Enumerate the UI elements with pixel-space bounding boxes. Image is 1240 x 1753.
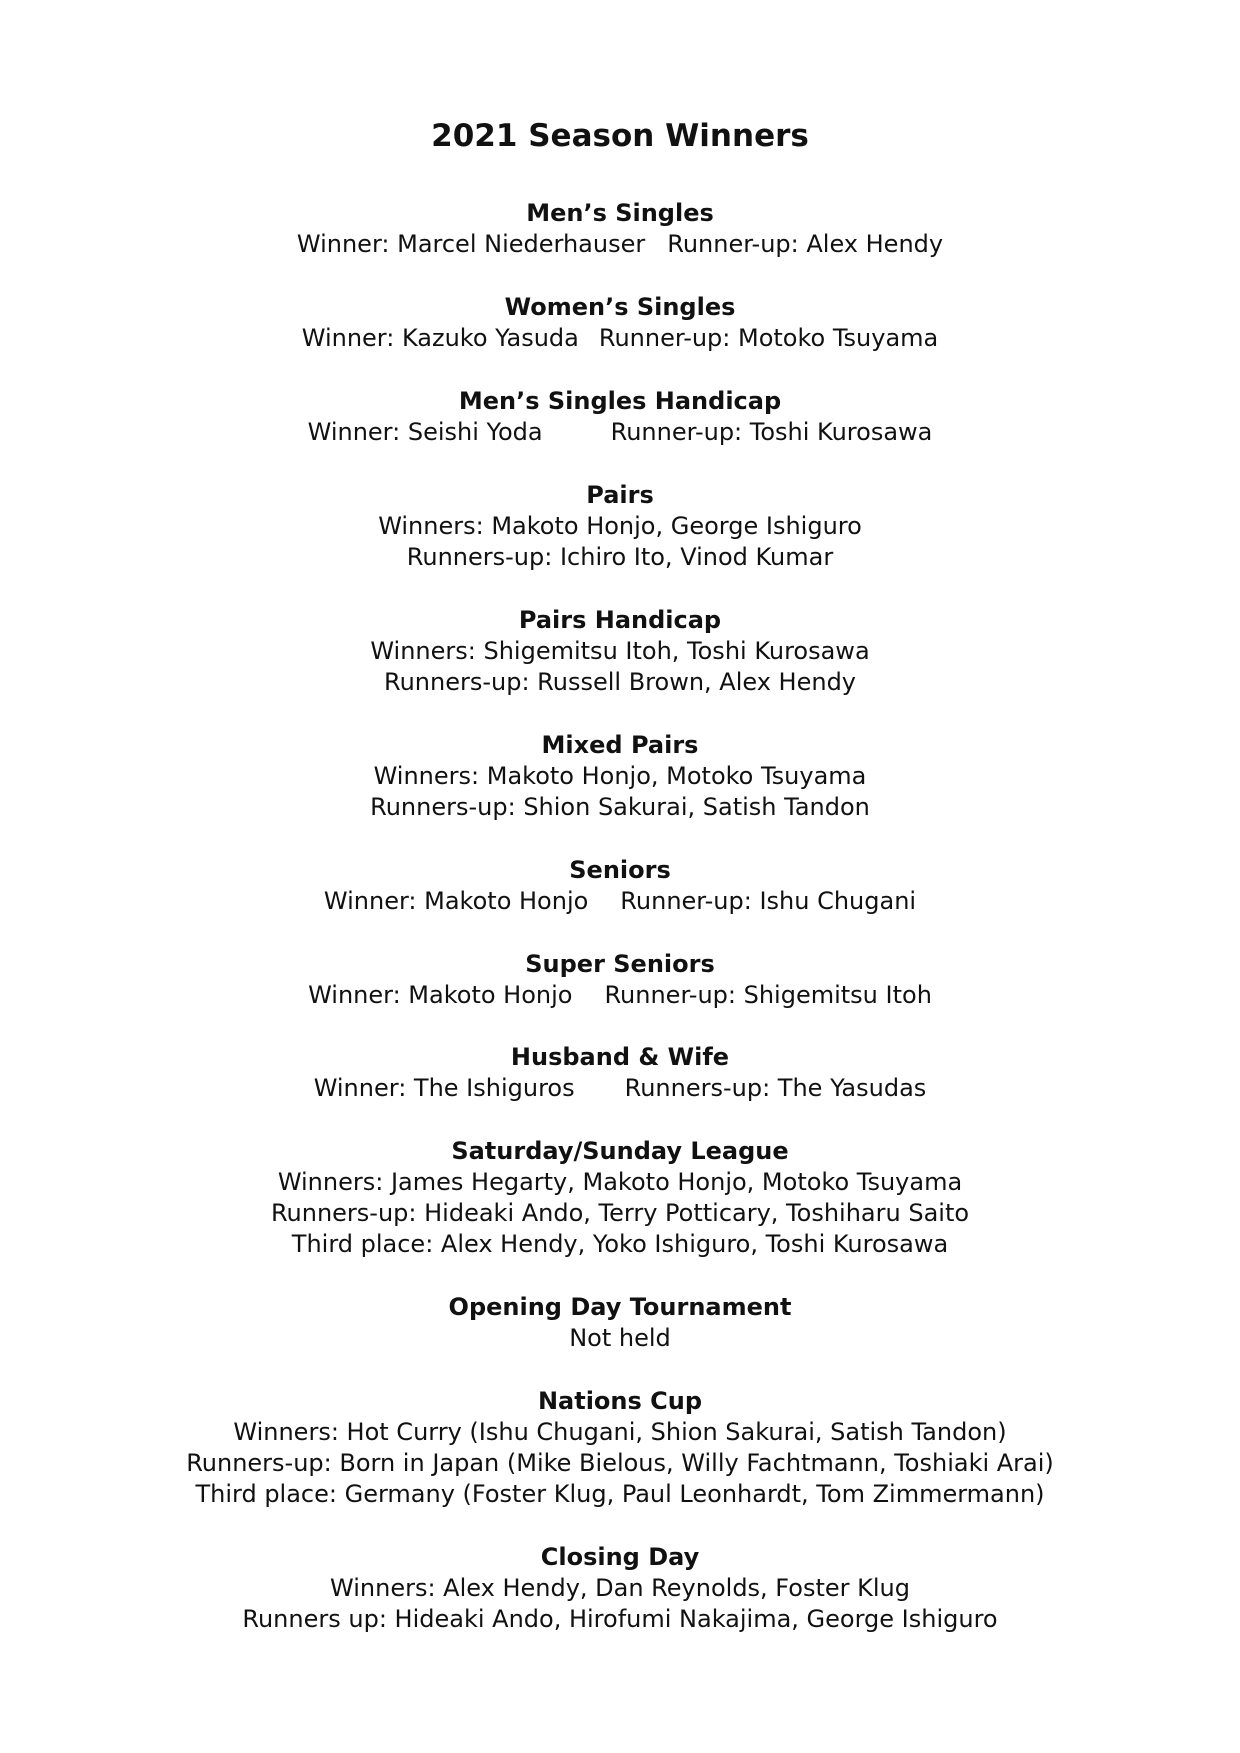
- runner-up-text: Runner-up: Ishu Chugani: [620, 887, 917, 915]
- result-line: Runners up: Hideaki Ando, Hirofumi Nakajima, George Ishiguro: [242, 1605, 998, 1633]
- result-line: [0, 1073, 1240, 1104]
- result-line: [0, 323, 1240, 354]
- winner-text: Winner: Makoto Honjo: [308, 981, 573, 1009]
- section-super-seniors: [0, 949, 1240, 1011]
- result-line: Winners: Hot Curry (Ishu Chugani, Shion Sakurai, Satish Tandon): [233, 1418, 1007, 1446]
- section-heading: Seniors: [569, 856, 671, 884]
- section-heading: Closing Day: [540, 1543, 700, 1571]
- result-line: Winners: Makoto Honjo, Motoko Tsuyama: [373, 762, 867, 790]
- result-line: [0, 417, 1240, 448]
- page-title: 2021 Season Winners: [431, 118, 809, 154]
- section-heading: Saturday/Sunday League: [451, 1137, 789, 1165]
- result-line: Third place: Germany (Foster Klug, Paul Leonhardt, Tom Zimmermann): [195, 1480, 1045, 1508]
- result-line: [0, 980, 1240, 1011]
- winner-text: Winner: Makoto Honjo: [323, 887, 589, 915]
- winner-text: Winner: Kazuko Yasuda: [301, 324, 579, 352]
- section-husband-wife: [0, 1042, 1240, 1104]
- result-line: Runners-up: Shion Sakurai, Satish Tandon: [370, 793, 870, 821]
- result-line: [0, 229, 1240, 260]
- section-heading: Men’s Singles Handicap: [458, 387, 782, 415]
- result-line: Winners: Shigemitsu Itoh, Toshi Kurosawa: [370, 637, 870, 665]
- result-line: Runners-up: Ichiro Ito, Vinod Kumar: [406, 543, 834, 571]
- result-line: Runners-up: Russell Brown, Alex Hendy: [383, 668, 857, 696]
- section-heading: Mixed Pairs: [541, 731, 699, 759]
- result-line: Not held: [569, 1324, 671, 1352]
- result-line: Third place: Alex Hendy, Yoko Ishiguro, Toshi Kurosawa: [291, 1230, 949, 1258]
- section-heading: Women’s Singles: [504, 293, 736, 321]
- runner-up-text: Runner-up: Motoko Tsuyama: [598, 324, 939, 352]
- section-pairs-handicap: [0, 605, 1240, 698]
- runner-up-text: Runner-up: Toshi Kurosawa: [610, 418, 933, 446]
- section-heading: Men’s Singles: [526, 199, 714, 227]
- result-line: Runners-up: Hideaki Ando, Terry Potticary, Toshiharu Saito: [270, 1199, 970, 1227]
- result-line: Runners-up: Born in Japan (Mike Bielous, Willy Fachtmann, Toshiaki Arai): [186, 1449, 1054, 1477]
- section-heading: Husband & Wife: [510, 1043, 730, 1071]
- section-mens-singles: [0, 198, 1240, 260]
- section-seniors: [0, 855, 1240, 917]
- winner-text: Winner: The Ishiguros: [313, 1074, 575, 1102]
- runner-up-text: Runners-up: The Yasudas: [624, 1074, 927, 1102]
- result-line: Winners: Alex Hendy, Dan Reynolds, Foster Klug: [330, 1574, 910, 1602]
- section-opening-day-tournament: [0, 1292, 1240, 1354]
- section-heading: Super Seniors: [525, 950, 715, 978]
- section-heading: Pairs Handicap: [518, 606, 722, 634]
- section-pairs: [0, 480, 1240, 573]
- result-line: Winners: Makoto Honjo, George Ishiguro: [378, 512, 862, 540]
- section-mens-singles-handicap: [0, 386, 1240, 448]
- section-saturday-sunday-league: [0, 1136, 1240, 1260]
- section-womens-singles: [0, 292, 1240, 354]
- section-closing-day: [0, 1542, 1240, 1635]
- section-nations-cup: [0, 1386, 1240, 1510]
- winner-text: Winner: Marcel Niederhauser: [296, 230, 646, 258]
- result-line: [0, 886, 1240, 917]
- section-heading: Pairs: [586, 481, 654, 509]
- section-mixed-pairs: [0, 730, 1240, 823]
- runner-up-text: Runner-up: Shigemitsu Itoh: [604, 981, 932, 1009]
- section-heading: Opening Day Tournament: [448, 1293, 792, 1321]
- result-line: Winners: James Hegarty, Makoto Honjo, Motoko Tsuyama: [277, 1168, 963, 1196]
- section-heading: Nations Cup: [537, 1387, 703, 1415]
- winner-text: Winner: Seishi Yoda: [307, 418, 543, 446]
- runner-up-text: Runner-up: Alex Hendy: [667, 230, 944, 258]
